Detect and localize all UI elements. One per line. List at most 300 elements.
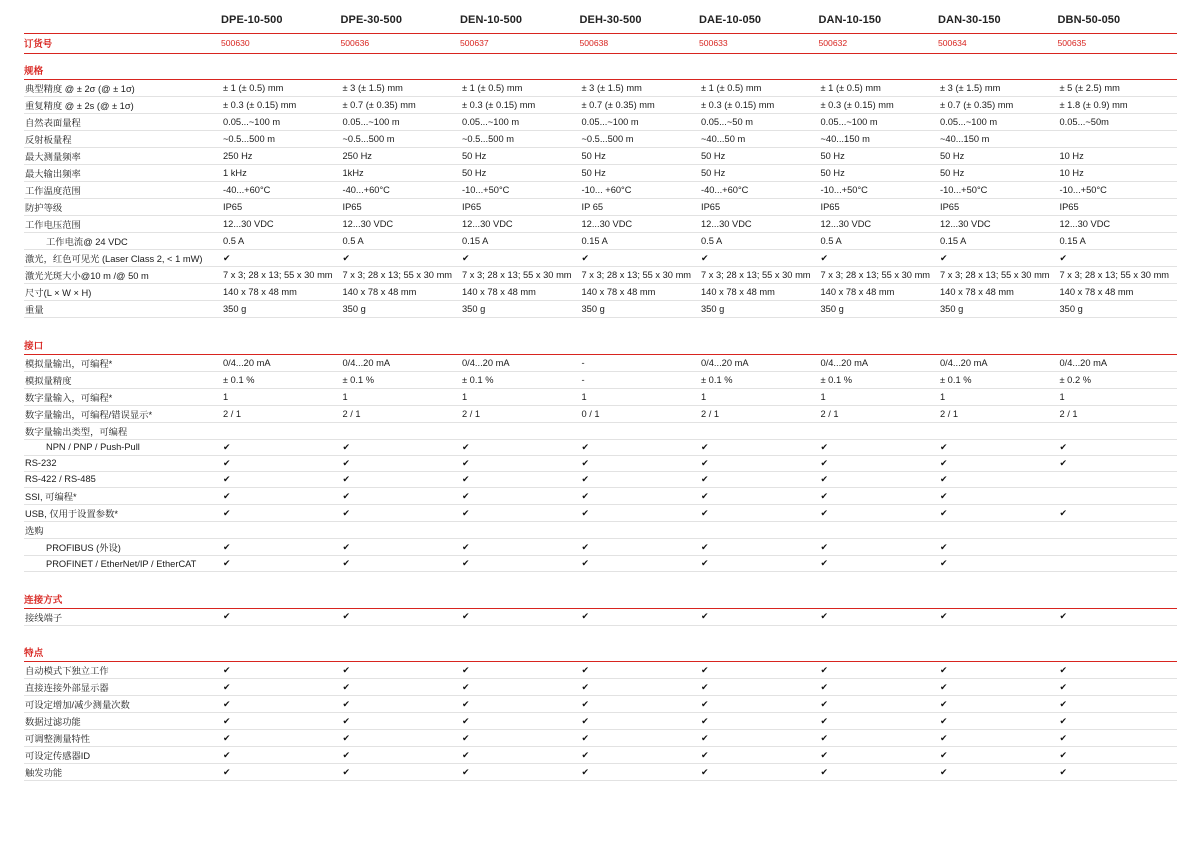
column-header-1: DPE-10-500 bbox=[221, 14, 283, 26]
table-row bbox=[24, 539, 1177, 556]
cell-value: 1 bbox=[699, 388, 819, 405]
cell-value bbox=[1058, 131, 1178, 148]
cell-value: 12...30 VDC bbox=[221, 216, 341, 233]
check-mark: ✔ bbox=[938, 730, 1058, 747]
cell-value: -10...+50°C bbox=[1058, 182, 1178, 199]
check-mark: ✔ bbox=[460, 439, 580, 455]
row-label: 可调整测量特性 bbox=[24, 730, 221, 747]
check-mark: ✔ bbox=[221, 747, 341, 764]
order-number-value-7: 500634 bbox=[938, 38, 967, 48]
check-mark: ✔ bbox=[699, 488, 819, 505]
cell-value: ± 3 (± 1.5) mm bbox=[341, 80, 461, 97]
row-label: 重复精度 @ ± 2s (@ ± 1σ) bbox=[24, 97, 221, 114]
table-row bbox=[24, 764, 1177, 781]
cell-value: 1 bbox=[221, 388, 341, 405]
check-mark: ✔ bbox=[221, 764, 341, 781]
order-number-value-5: 500633 bbox=[699, 38, 728, 48]
cell-value: 250 Hz bbox=[221, 148, 341, 165]
check-mark: ✔ bbox=[580, 608, 700, 625]
table-row bbox=[24, 730, 1177, 747]
row-label: 自然表面量程 bbox=[24, 114, 221, 131]
cell-value: 0.15 A bbox=[1058, 233, 1178, 250]
check-mark: ✔ bbox=[938, 764, 1058, 781]
cell-value bbox=[819, 522, 939, 539]
cell-value: 7 x 3; 28 x 13; 55 x 30 mm bbox=[1058, 267, 1178, 284]
check-mark: ✔ bbox=[580, 250, 700, 267]
cell-value bbox=[938, 422, 1058, 439]
cell-value: ± 1 (± 0.5) mm bbox=[699, 80, 819, 97]
check-mark: ✔ bbox=[819, 662, 939, 679]
check-mark: ✔ bbox=[341, 764, 461, 781]
cell-value: 350 g bbox=[460, 301, 580, 318]
cell-value: -10... +60°C bbox=[580, 182, 700, 199]
cell-value: 7 x 3; 28 x 13; 55 x 30 mm bbox=[341, 267, 461, 284]
section-spacer-cell bbox=[24, 572, 1177, 583]
cell-value: 350 g bbox=[221, 301, 341, 318]
check-mark: ✔ bbox=[341, 505, 461, 522]
cell-value: 2 / 1 bbox=[938, 405, 1058, 422]
cell-value: 1 bbox=[1058, 388, 1178, 405]
column-header-2: DPE-30-500 bbox=[340, 14, 403, 26]
check-mark: ✔ bbox=[1058, 713, 1178, 730]
check-mark: ✔ bbox=[1058, 764, 1178, 781]
cell-value: 50 Hz bbox=[938, 148, 1058, 165]
check-mark: ✔ bbox=[341, 713, 461, 730]
check-mark: ✔ bbox=[460, 505, 580, 522]
cell-value: ± 0.1 % bbox=[699, 371, 819, 388]
check-mark: ✔ bbox=[221, 608, 341, 625]
cell-value: IP65 bbox=[819, 199, 939, 216]
row-label: RS-422 / RS-485 bbox=[24, 471, 221, 487]
cell-value: ± 0.7 (± 0.35) mm bbox=[580, 97, 700, 114]
row-label: PROFIBUS (外设) bbox=[24, 539, 221, 556]
row-label: NPN / PNP / Push-Pull bbox=[24, 439, 221, 455]
check-mark: ✔ bbox=[580, 488, 700, 505]
cell-value bbox=[819, 422, 939, 439]
row-label: 选购 bbox=[24, 522, 221, 539]
check-mark: ✔ bbox=[819, 696, 939, 713]
cell-value: 50 Hz bbox=[460, 148, 580, 165]
cell-value bbox=[1058, 556, 1178, 572]
table-row bbox=[24, 97, 1177, 114]
table-row bbox=[24, 471, 1177, 487]
cell-value: 0/4...20 mA bbox=[938, 354, 1058, 371]
table-row bbox=[24, 422, 1177, 439]
cell-value: 140 x 78 x 48 mm bbox=[341, 284, 461, 301]
check-mark: ✔ bbox=[221, 439, 341, 455]
cell-value bbox=[221, 522, 341, 539]
check-mark: ✔ bbox=[341, 730, 461, 747]
row-label: 防护等级 bbox=[24, 199, 221, 216]
cell-value: 0.05...~100 m bbox=[341, 114, 461, 131]
cell-value: 7 x 3; 28 x 13; 55 x 30 mm bbox=[699, 267, 819, 284]
cell-value: 2 / 1 bbox=[221, 405, 341, 422]
row-label: 直接连接外部显示器 bbox=[24, 679, 221, 696]
cell-value: 12...30 VDC bbox=[580, 216, 700, 233]
row-label: 自动模式下独立工作 bbox=[24, 662, 221, 679]
cell-value: 0.5 A bbox=[341, 233, 461, 250]
row-label: PROFINET / EtherNet/IP / EtherCAT bbox=[24, 556, 221, 572]
check-mark: ✔ bbox=[819, 730, 939, 747]
table-row bbox=[24, 488, 1177, 505]
section-header-4 bbox=[24, 636, 1177, 662]
check-mark: ✔ bbox=[341, 539, 461, 556]
cell-value: 140 x 78 x 48 mm bbox=[699, 284, 819, 301]
cell-value: 12...30 VDC bbox=[699, 216, 819, 233]
row-label: 工作电流@ 24 VDC bbox=[24, 233, 221, 250]
check-mark: ✔ bbox=[699, 747, 819, 764]
check-mark: ✔ bbox=[580, 439, 700, 455]
cell-value bbox=[1058, 522, 1178, 539]
cell-value: 10 Hz bbox=[1058, 165, 1178, 182]
check-mark: ✔ bbox=[819, 764, 939, 781]
table-row bbox=[24, 696, 1177, 713]
check-mark: ✔ bbox=[699, 505, 819, 522]
check-mark: ✔ bbox=[938, 747, 1058, 764]
check-mark: ✔ bbox=[1058, 747, 1178, 764]
row-label: 最大测量频率 bbox=[24, 148, 221, 165]
check-mark: ✔ bbox=[460, 713, 580, 730]
check-mark: ✔ bbox=[1058, 662, 1178, 679]
table-row bbox=[24, 388, 1177, 405]
row-label: 激光，红色可见光 (Laser Class 2, < 1 mW) bbox=[24, 250, 221, 267]
column-header-6: DAN-10-150 bbox=[818, 14, 882, 26]
cell-value: 350 g bbox=[938, 301, 1058, 318]
cell-value: 2 / 1 bbox=[341, 405, 461, 422]
check-mark: ✔ bbox=[460, 608, 580, 625]
table-row bbox=[24, 371, 1177, 388]
column-header-5: DAE-10-050 bbox=[699, 14, 762, 26]
section-spacer bbox=[24, 318, 1177, 329]
cell-value bbox=[699, 422, 819, 439]
check-mark: ✔ bbox=[341, 679, 461, 696]
cell-value: 0.05...~100 m bbox=[580, 114, 700, 131]
section-spacer bbox=[24, 625, 1177, 636]
cell-value: 1 bbox=[819, 388, 939, 405]
cell-value bbox=[221, 422, 341, 439]
table-row bbox=[24, 284, 1177, 301]
cell-value: -40...+60°C bbox=[341, 182, 461, 199]
check-mark: ✔ bbox=[460, 455, 580, 471]
cell-value: 0.05...~100 m bbox=[819, 114, 939, 131]
cell-value: 2 / 1 bbox=[699, 405, 819, 422]
cell-value: 50 Hz bbox=[460, 165, 580, 182]
cell-value: ± 0.1 % bbox=[460, 371, 580, 388]
cell-value: -40...+60°C bbox=[699, 182, 819, 199]
cell-value: 350 g bbox=[580, 301, 700, 318]
cell-value bbox=[938, 522, 1058, 539]
cell-value: 10 Hz bbox=[1058, 148, 1178, 165]
check-mark: ✔ bbox=[341, 455, 461, 471]
cell-value: 0.5 A bbox=[699, 233, 819, 250]
table-row bbox=[24, 405, 1177, 422]
check-mark: ✔ bbox=[1058, 505, 1178, 522]
check-mark: ✔ bbox=[460, 764, 580, 781]
column-header-3: DEN-10-500 bbox=[460, 14, 523, 26]
check-mark: ✔ bbox=[460, 662, 580, 679]
cell-value: 0/4...20 mA bbox=[1058, 354, 1178, 371]
cell-value: -10...+50°C bbox=[819, 182, 939, 199]
check-mark: ✔ bbox=[1058, 696, 1178, 713]
cell-value: 12...30 VDC bbox=[460, 216, 580, 233]
cell-value: 140 x 78 x 48 mm bbox=[580, 284, 700, 301]
cell-value: 50 Hz bbox=[699, 148, 819, 165]
check-mark: ✔ bbox=[699, 764, 819, 781]
cell-value: 50 Hz bbox=[819, 165, 939, 182]
cell-value: ± 0.1 % bbox=[938, 371, 1058, 388]
table-row bbox=[24, 165, 1177, 182]
cell-value: 0.5 A bbox=[819, 233, 939, 250]
cell-value: 2 / 1 bbox=[819, 405, 939, 422]
table-row bbox=[24, 148, 1177, 165]
row-label: RS-232 bbox=[24, 455, 221, 471]
check-mark: ✔ bbox=[819, 505, 939, 522]
check-mark: ✔ bbox=[221, 556, 341, 572]
row-label: 反射板量程 bbox=[24, 131, 221, 148]
cell-value: 2 / 1 bbox=[460, 405, 580, 422]
column-header-4: DEH-30-500 bbox=[579, 14, 642, 26]
row-label: 数字量输出，可编程/错误显示* bbox=[24, 405, 221, 422]
cell-value: 140 x 78 x 48 mm bbox=[1058, 284, 1178, 301]
table-row bbox=[24, 713, 1177, 730]
check-mark: ✔ bbox=[938, 679, 1058, 696]
check-mark: ✔ bbox=[460, 679, 580, 696]
check-mark: ✔ bbox=[699, 696, 819, 713]
cell-value: 0.05...~100 m bbox=[938, 114, 1058, 131]
table-row bbox=[24, 80, 1177, 97]
check-mark: ✔ bbox=[699, 471, 819, 487]
cell-value: ± 0.1 % bbox=[819, 371, 939, 388]
cell-value: 12...30 VDC bbox=[819, 216, 939, 233]
section-header-2 bbox=[24, 329, 1177, 355]
row-label: 工作温度范围 bbox=[24, 182, 221, 199]
check-mark: ✔ bbox=[819, 539, 939, 556]
cell-value: 50 Hz bbox=[819, 148, 939, 165]
cell-value: 0 / 1 bbox=[580, 405, 700, 422]
cell-value: 50 Hz bbox=[699, 165, 819, 182]
cell-value: 1 bbox=[938, 388, 1058, 405]
check-mark: ✔ bbox=[1058, 455, 1178, 471]
check-mark: ✔ bbox=[1058, 250, 1178, 267]
check-mark: ✔ bbox=[819, 747, 939, 764]
cell-value: ~40...50 m bbox=[699, 131, 819, 148]
table-row bbox=[24, 522, 1177, 539]
check-mark: ✔ bbox=[699, 250, 819, 267]
cell-value: ~0.5...500 m bbox=[580, 131, 700, 148]
check-mark: ✔ bbox=[580, 713, 700, 730]
check-mark: ✔ bbox=[221, 455, 341, 471]
check-mark: ✔ bbox=[938, 539, 1058, 556]
check-mark: ✔ bbox=[699, 539, 819, 556]
cell-value: IP 65 bbox=[580, 199, 700, 216]
check-mark: ✔ bbox=[938, 505, 1058, 522]
check-mark: ✔ bbox=[341, 250, 461, 267]
order-number-row bbox=[24, 34, 1177, 54]
check-mark: ✔ bbox=[341, 747, 461, 764]
cell-value: 50 Hz bbox=[580, 165, 700, 182]
cell-value bbox=[460, 522, 580, 539]
section-spacer bbox=[24, 572, 1177, 583]
check-mark: ✔ bbox=[580, 696, 700, 713]
check-mark: ✔ bbox=[341, 556, 461, 572]
cell-value bbox=[341, 522, 461, 539]
check-mark: ✔ bbox=[221, 488, 341, 505]
cell-value bbox=[1058, 422, 1178, 439]
cell-value: 0.15 A bbox=[460, 233, 580, 250]
check-mark: ✔ bbox=[221, 250, 341, 267]
table-row bbox=[24, 250, 1177, 267]
check-mark: ✔ bbox=[460, 488, 580, 505]
table-row bbox=[24, 505, 1177, 522]
cell-value: 0/4...20 mA bbox=[819, 354, 939, 371]
check-mark: ✔ bbox=[938, 713, 1058, 730]
row-label: 重量 bbox=[24, 301, 221, 318]
section-title: 接口 bbox=[24, 329, 1177, 355]
check-mark: ✔ bbox=[460, 471, 580, 487]
row-label: 最大输出频率 bbox=[24, 165, 221, 182]
check-mark: ✔ bbox=[1058, 679, 1178, 696]
cell-value: 140 x 78 x 48 mm bbox=[938, 284, 1058, 301]
check-mark: ✔ bbox=[819, 471, 939, 487]
cell-value: ± 0.7 (± 0.35) mm bbox=[938, 97, 1058, 114]
section-title: 规格 bbox=[24, 54, 1177, 80]
cell-value: 0/4...20 mA bbox=[460, 354, 580, 371]
cell-value: 7 x 3; 28 x 13; 55 x 30 mm bbox=[938, 267, 1058, 284]
cell-value: -10...+50°C bbox=[460, 182, 580, 199]
row-label: 接线端子 bbox=[24, 608, 221, 625]
cell-value: 50 Hz bbox=[580, 148, 700, 165]
cell-value: 7 x 3; 28 x 13; 55 x 30 mm bbox=[819, 267, 939, 284]
check-mark: ✔ bbox=[221, 662, 341, 679]
cell-value: ± 0.3 (± 0.15) mm bbox=[699, 97, 819, 114]
cell-value: -10...+50°C bbox=[938, 182, 1058, 199]
order-number-label: 订货号 bbox=[24, 38, 53, 49]
cell-value: ± 3 (± 1.5) mm bbox=[580, 80, 700, 97]
order-number-value-3: 500637 bbox=[460, 38, 489, 48]
cell-value: 0.05...~50 m bbox=[699, 114, 819, 131]
cell-value: 12...30 VDC bbox=[1058, 216, 1178, 233]
cell-value: 0.15 A bbox=[580, 233, 700, 250]
check-mark: ✔ bbox=[221, 505, 341, 522]
cell-value bbox=[580, 522, 700, 539]
cell-value: 0.05...~50m bbox=[1058, 114, 1178, 131]
section-header-3 bbox=[24, 583, 1177, 609]
cell-value: 250 Hz bbox=[341, 148, 461, 165]
cell-value: 0/4...20 mA bbox=[221, 354, 341, 371]
cell-value: ± 1 (± 0.5) mm bbox=[460, 80, 580, 97]
order-number-value-1: 500630 bbox=[221, 38, 250, 48]
cell-value: - bbox=[580, 371, 700, 388]
row-label: 模拟量输出，可编程* bbox=[24, 354, 221, 371]
check-mark: ✔ bbox=[221, 730, 341, 747]
check-mark: ✔ bbox=[460, 250, 580, 267]
cell-value: 1 bbox=[341, 388, 461, 405]
cell-value: IP65 bbox=[341, 199, 461, 216]
check-mark: ✔ bbox=[938, 488, 1058, 505]
check-mark: ✔ bbox=[819, 250, 939, 267]
check-mark: ✔ bbox=[938, 696, 1058, 713]
table-row bbox=[24, 114, 1177, 131]
check-mark: ✔ bbox=[699, 439, 819, 455]
cell-value: 0.15 A bbox=[938, 233, 1058, 250]
row-label: SSI, 可编程* bbox=[24, 488, 221, 505]
check-mark: ✔ bbox=[221, 679, 341, 696]
check-mark: ✔ bbox=[938, 662, 1058, 679]
cell-value: 7 x 3; 28 x 13; 55 x 30 mm bbox=[580, 267, 700, 284]
check-mark: ✔ bbox=[580, 539, 700, 556]
table-row bbox=[24, 679, 1177, 696]
order-number-value-4: 500638 bbox=[579, 38, 609, 48]
row-label: 尺寸(L × W × H) bbox=[24, 284, 221, 301]
cell-value: ± 1 (± 0.5) mm bbox=[221, 80, 341, 97]
cell-value: 140 x 78 x 48 mm bbox=[460, 284, 580, 301]
table-row bbox=[24, 216, 1177, 233]
cell-value: 0.05...~100 m bbox=[460, 114, 580, 131]
cell-value: 350 g bbox=[819, 301, 939, 318]
cell-value: ~40...150 m bbox=[819, 131, 939, 148]
cell-value: ± 1.8 (± 0.9) mm bbox=[1058, 97, 1178, 114]
check-mark: ✔ bbox=[819, 488, 939, 505]
cell-value bbox=[341, 422, 461, 439]
check-mark: ✔ bbox=[580, 455, 700, 471]
cell-value: ± 0.3 (± 0.15) mm bbox=[819, 97, 939, 114]
cell-value: ~0.5...500 m bbox=[341, 131, 461, 148]
cell-value bbox=[1058, 488, 1178, 505]
cell-value: 50 Hz bbox=[938, 165, 1058, 182]
check-mark: ✔ bbox=[938, 608, 1058, 625]
check-mark: ✔ bbox=[460, 539, 580, 556]
cell-value: 0/4...20 mA bbox=[699, 354, 819, 371]
cell-value: ± 0.1 % bbox=[221, 371, 341, 388]
check-mark: ✔ bbox=[699, 556, 819, 572]
check-mark: ✔ bbox=[699, 662, 819, 679]
header-label-cell bbox=[24, 14, 221, 34]
cell-value: 2 / 1 bbox=[1058, 405, 1178, 422]
row-label: 模拟量精度 bbox=[24, 371, 221, 388]
cell-value bbox=[580, 422, 700, 439]
check-mark: ✔ bbox=[580, 679, 700, 696]
cell-value: IP65 bbox=[938, 199, 1058, 216]
cell-value bbox=[1058, 539, 1178, 556]
check-mark: ✔ bbox=[1058, 439, 1178, 455]
check-mark: ✔ bbox=[580, 471, 700, 487]
check-mark: ✔ bbox=[341, 471, 461, 487]
row-label: 数字量输入，可编程* bbox=[24, 388, 221, 405]
row-label: 工作电压范围 bbox=[24, 216, 221, 233]
cell-value: IP65 bbox=[221, 199, 341, 216]
check-mark: ✔ bbox=[221, 539, 341, 556]
order-number-value-8: 500635 bbox=[1057, 38, 1087, 48]
check-mark: ✔ bbox=[341, 439, 461, 455]
table-row bbox=[24, 439, 1177, 455]
check-mark: ✔ bbox=[221, 471, 341, 487]
table-row bbox=[24, 131, 1177, 148]
check-mark: ✔ bbox=[1058, 730, 1178, 747]
cell-value bbox=[1058, 471, 1178, 487]
row-label: 典型精度 @ ± 2σ (@ ± 1σ) bbox=[24, 80, 221, 97]
cell-value: ± 3 (± 1.5) mm bbox=[938, 80, 1058, 97]
cell-value bbox=[699, 522, 819, 539]
check-mark: ✔ bbox=[580, 662, 700, 679]
check-mark: ✔ bbox=[699, 730, 819, 747]
column-header-7: DAN-30-150 bbox=[938, 14, 1001, 26]
check-mark: ✔ bbox=[460, 730, 580, 747]
cell-value: 350 g bbox=[341, 301, 461, 318]
row-label: 激光光斑大小@10 m /@ 50 m bbox=[24, 267, 221, 284]
check-mark: ✔ bbox=[699, 608, 819, 625]
section-title: 特点 bbox=[24, 636, 1177, 662]
check-mark: ✔ bbox=[819, 679, 939, 696]
